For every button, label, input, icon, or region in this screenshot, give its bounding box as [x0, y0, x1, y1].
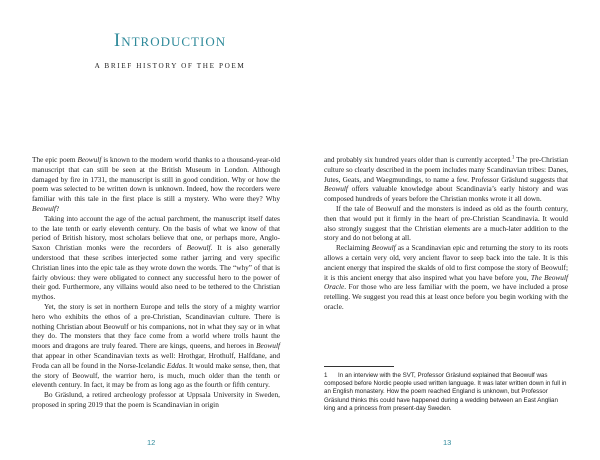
- footnote-text: In an interview with the SVT, Professor Gräslund explained that Beowulf was composed before Nordic people used written language. It was later written down in full in an English monastery. How the poem reached England is unknown, but Professor Gräslund thinks this could have happened during a wedding between an East Anglian king and a princess from present-day Sweden.: [324, 372, 567, 412]
- paragraph: and probably six hundred years older than is currently accepted.$^1$ The pre-Christian culture so clearly described in the poem includes many Scandinavian tribes: Danes, Jutes, Geats, and Waegmundings, to name a few. Professor Gräslund suggests that Beowulf offers valuable knowledge about Scandinavia’s early history and was composed hundreds of years before the Christian monks wrote it all down.: [324, 155, 568, 204]
- paragraph: Taking into account the age of the actual parchment, the manuscript itself dates to the late tenth or early eleventh century. On the basis of what we know of that period of British history, most scholars believe that one, or perhaps more, Anglo-Saxon Christian monks were the recorders of Beowulf. It is also generally understood that these scribes interjected some rather jarring and very specific Christian lines into the epic tale as they wrote down the words. The “why” of that is fairly obvious: they were obligated to connect any successful hero to the power of their god. Furthermore, any villains would also need to be tethered to the Christian mythos.: [32, 213, 280, 302]
- footnote-marker: 1: [511, 155, 515, 161]
- paragraph: The epic poem Beowulf is known to the modern world thanks to a thousand-year-old manuscript that can still be seen at the British Museum in London. Although damaged by fire in 1731, the manuscript is still in good condition. Why or how the poem was selected to be written down is unknown. Indeed, how the recorders were familiar with this tale in the first place is still a mystery. Who were they? Why Beowulf?: [32, 155, 280, 213]
- right-page-body: [324, 155, 568, 312]
- chapter-subtitle: A BRIEF HISTORY OF THE POEM: [94, 62, 246, 70]
- chapter-title: Introduction: [113, 30, 227, 51]
- footnote-divider: [324, 366, 394, 367]
- left-page-body: [32, 155, 280, 410]
- footnote: [324, 372, 568, 413]
- paragraph: Yet, the story is set in northern Europe and tells the story of a mighty warrior hero who exhibits the ethos of a pre-Christian, Scandinavian culture. There is nothing Christian about Beowulf or his companions, not in what they say or in what they do. The monsters that they face come from a world where trolls haunt the moors and dragons are truly feared. There are kings, queens, and heroes in Beowulf that appear in other Scandinavian texts as well: Hrothgar, Hrothulf, Halfdane, and Froda can all be found in the Norse-Icelandic Eddas. It would make sense, then, that the story of Beowulf, the warrior hero, is much, much older than the tenth or eleventh century. In fact, it may be from as long ago as the fourth or fifth century.: [32, 301, 280, 390]
- page-number-left: 12: [147, 438, 156, 447]
- page-number-right: 13: [443, 438, 452, 447]
- paragraph: If the tale of Beowulf and the monsters is indeed as old as the fourth century, then that would put it firmly in the heart of pre-Christian Scandinavia. It would also strongly suggest that the Christian elements are a much-later addition to the story and do not belong at all.: [324, 203, 568, 243]
- footnote-number: 1: [324, 372, 328, 379]
- paragraph: Reclaiming Beowulf as a Scandinavian epic and returning the story to its roots allows a certain very old, very ancient flavor to seep back into the tale. It is this ancient energy that inspired the skalds of old to first compose the story of Beowulf; it is this ancient energy that also inspired what you have before you, The Beowulf Oracle. For those who are less familiar with the poem, we have included a prose retelling. We suggest you read this at least once before you begin working with the oracle.: [324, 243, 568, 311]
- paragraph: Bo Gräslund, a retired archeology professor at Uppsala University in Sweden, proposed in spring 2019 that the poem is Scandinavian in origin: [32, 390, 280, 409]
